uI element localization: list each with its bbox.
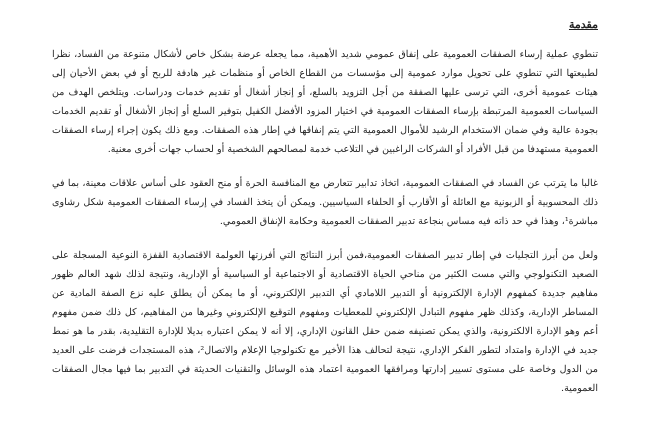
- paragraph-2: غالبا ما يترتب عن الفساد في الصفقات العمومية، اتخاذ تدابير تتعارض مع المنافسة الحرة أو منح العقود على أساس علاقات معينة، بما في ذلك المحسوبية أو الزبونية مع العائلة أو الأقارب أو الحلفاء السياسيين. ويمكن أن يتخذ الفساد في إرساء الصفقات العمومية شكل رشاوى مباشرة¹، وهذا في حد ذاته فيه مساس بنجاعة تدبير الصفقات العمومية وحكامة الإنفاق العمومي.: [52, 178, 598, 227]
- paragraph-3: ولعل من أبرز التجليات في إطار تدبير الصفقات العمومية،فمن أبرز النتائج التي أفرزتها العولمة الاقتصادية القفزة النوعية المسجلة على الصعيد التكنولوجي والتي مست الكثير من مناحي الحياة الاقتصادية أو الاجتماعية أو السياسية أو الإدارية، ونتيجة لذلك شهد العالم ظهور مفاهيم جديدة كمفهوم الإدارة الإلكترونية أو التدبير اللامادي أي التدبير الإلكتروني، أو ما يمكن أن يطلق عليه نزع الصفة المادية عن المساطر الإدارية، وكذلك ظهر مفهوم التبادل الإلكتروني للمعطيات ومفهوم التوقيع الإلكتروني وغيرها من المفاهيم، كل ذلك ضمن مفهوم أعم وهو الإدارة الالكترونية، والذي يمكن تصنيفه ضمن حقل القانون الإداري، إلا أنه لا يمكن اعتباره بديلا للإدارة التقليدية، بقدر ما هو نمط جديد في الإدارة وامتداد لتطور الفكر الإداري، نتيجة لتحالف هذا الأخير مع تكنولوجيا الإعلام والاتصال²، هذه المستجدات فرضت على العديد من الدول وخاصة على مستوى تسيير إدارتها ومرافقها العمومية اعتماد هذه الوسائل والتقنيات الحديثة في التدبير بما فيها مجال الصفقات العمومية.: [52, 250, 598, 394]
- section-heading: مقدمة: [568, 18, 598, 31]
- paragraph-1: تنطوي عملية إرساء الصفقات العمومية على إنفاق عمومي شديد الأهمية، مما يجعله عرضة بشكل خاص لأشكال متنوعة من الفساد، نظرا لطبيعتها التي تنطوي على تحويل موارد عمومية إلى مؤسسات من القطاع الخاص أو منظمات غير هادفة للربح أو في بعض الأحيان إلى هيئات عمومية أخرى، التي ترسى عليها الصفقة من أجل التزويد بالسلع، أو إنجاز أشغال أو تقديم خدمات ودراسات. ويتلخص الهدف من السياسات العمومية المرتبطة بإرساء الصفقات العمومية في اختيار المزود الأفضل الكفيل بتوفير السلع أو إنجاز الأشغال أو تقديم الخدمات بجودة عالية وفي ضمان الاستخدام الرشيد للأموال العمومية التي يتم إنفاقها في إطار هذه الصفقات. ومع ذلك يكون إجراء إرساء الصفقات العمومية مستهدفا من قبل الأفراد أو الشركات الراغبين في التلاعب خدمة لمصالحهم الشخصية أو لحساب جهات أخرى معنية.: [52, 49, 598, 155]
